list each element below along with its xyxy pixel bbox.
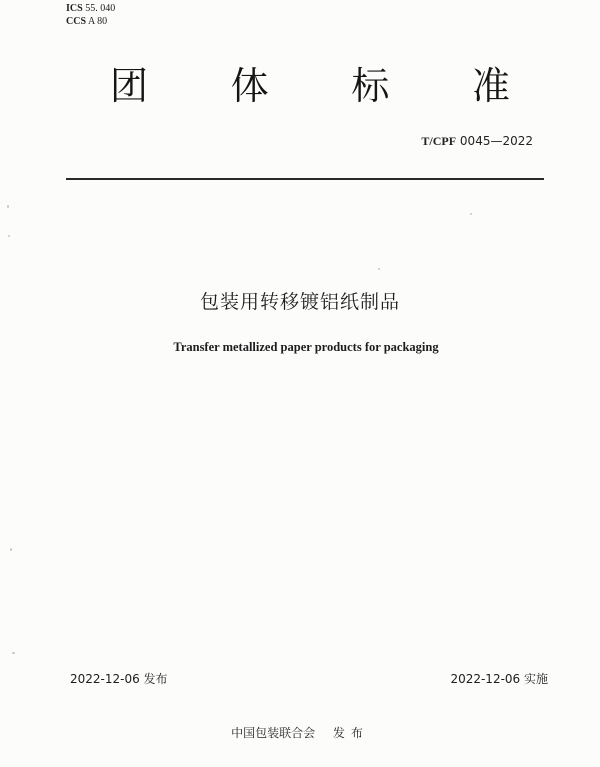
heading-char: 准 <box>471 64 510 108</box>
publisher-name: 中国包装联合会 <box>231 726 316 740</box>
scan-speck <box>12 652 15 654</box>
release-date: 2022-12-06 发布 <box>70 672 168 686</box>
implementation-date: 2022-12-06 实施 <box>450 672 548 686</box>
ics-label: ICS <box>66 3 83 14</box>
heading-char: 体 <box>230 64 269 108</box>
ics-code <box>66 2 115 15</box>
scan-speck <box>470 213 472 215</box>
scan-speck <box>378 268 380 270</box>
ccs-code <box>66 15 115 28</box>
heading-char: 团 <box>110 64 149 108</box>
standard-number <box>421 134 533 149</box>
scan-speck <box>8 235 10 237</box>
ics-value: 55. 040 <box>85 3 116 14</box>
ccs-label: CCS <box>66 16 87 27</box>
standard-type-heading <box>110 62 510 110</box>
ccs-value: A 80 <box>87 16 108 27</box>
scan-speck <box>10 548 12 551</box>
publisher-action: 发布 <box>332 726 369 740</box>
classification-codes <box>66 2 115 28</box>
document-title-chinese: 包装用转移镀铝纸制品 <box>199 291 400 313</box>
header-divider <box>66 178 544 180</box>
standard-number-value: 0045—2022 <box>459 134 533 148</box>
document-title-english: Transfer metallized paper products for packaging <box>173 340 439 354</box>
publisher-line <box>0 724 600 741</box>
scan-speck <box>7 205 9 208</box>
heading-char: 标 <box>351 64 390 108</box>
standard-number-prefix: T/CPF <box>421 134 457 148</box>
